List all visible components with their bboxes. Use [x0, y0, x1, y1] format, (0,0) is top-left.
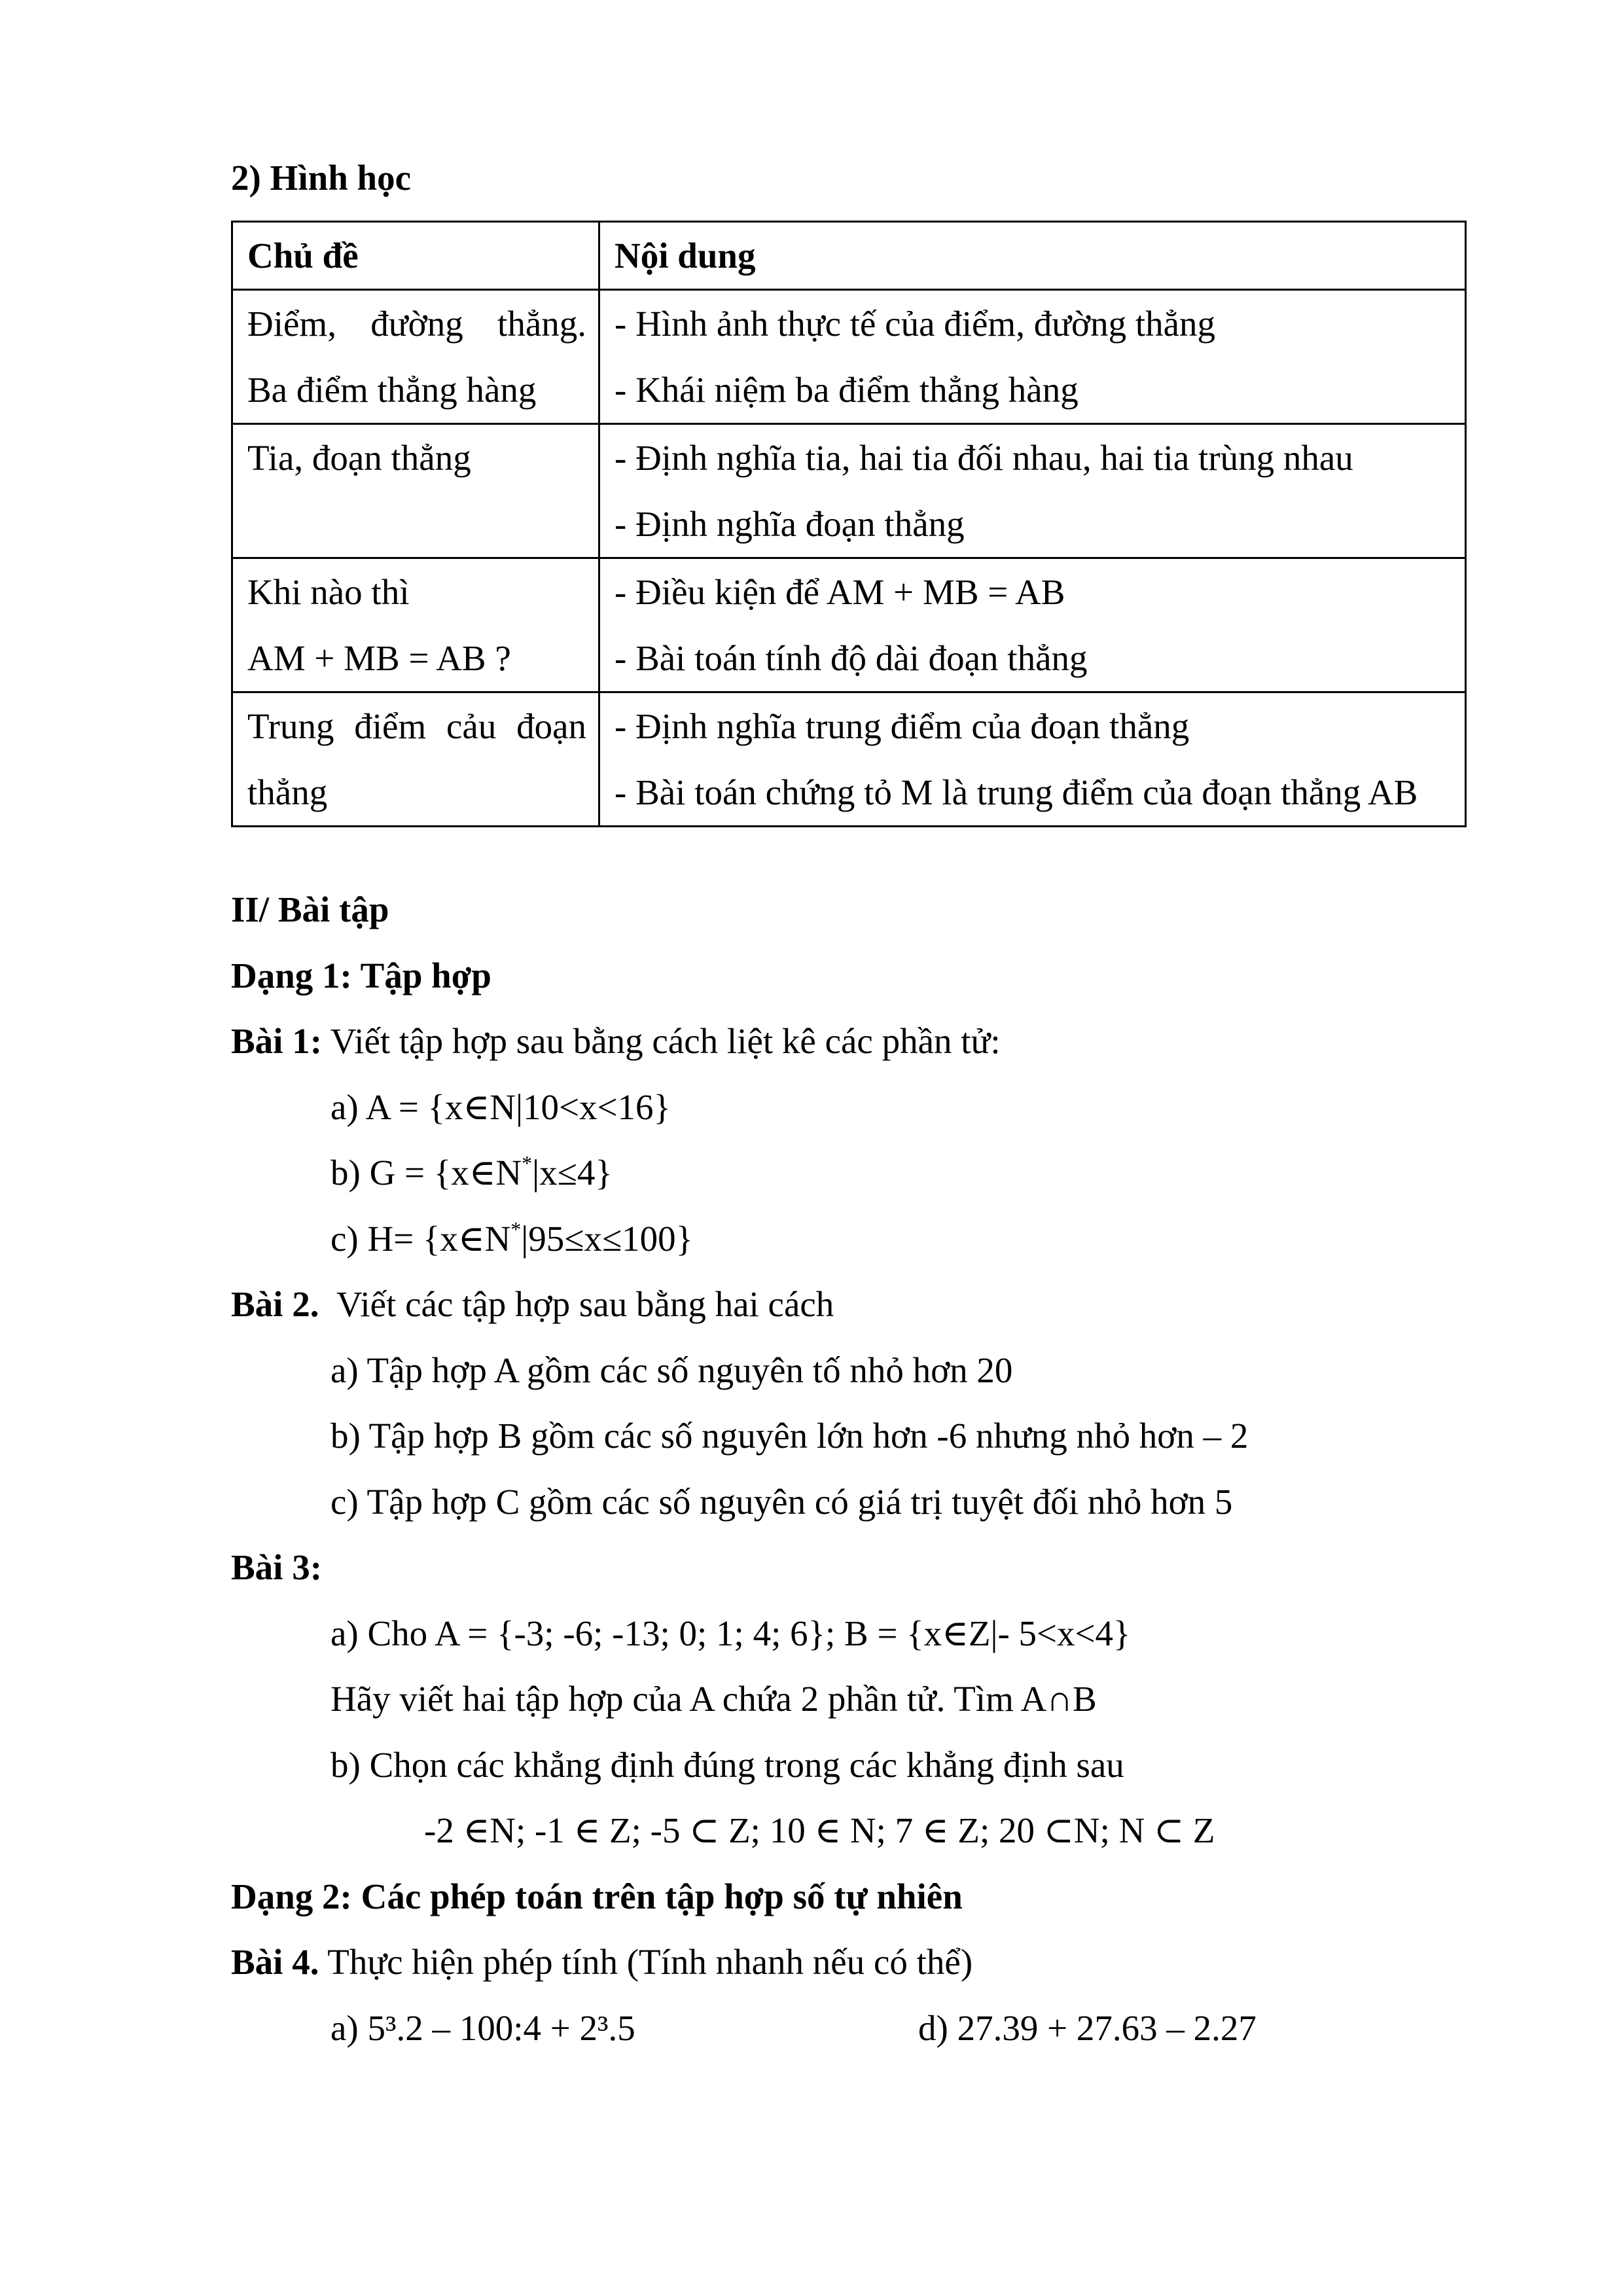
- dang1-title: Dạng 1: Tập hợp: [231, 955, 491, 996]
- bai1-b: [231, 1140, 1474, 1206]
- bai3-a: a) Cho A = {-3; -6; -13; 0; 1; 4; 6}; B = {x∈Z|- 5<x<4}: [330, 1613, 1131, 1653]
- content-line: - Định nghĩa đoạn thẳng: [615, 504, 965, 544]
- topic-line: Tia, đoạn thẳng: [247, 438, 471, 478]
- topic-line: AM + MB = AB ?: [247, 638, 511, 678]
- bai1-label: Bài 1:: [231, 1021, 323, 1061]
- content-cell: [599, 692, 1466, 827]
- bai3-b: b) Chọn các khẳng định đúng trong các khẳng định sau: [330, 1744, 1124, 1785]
- bai1-a: a) A = {x∈N|10<x<16}: [330, 1086, 671, 1127]
- expr: |x≤4}: [532, 1153, 613, 1193]
- bai4-row: [231, 1996, 1474, 2062]
- table-row: [232, 290, 1466, 424]
- content-line: - Định nghĩa tia, hai tia đối nhau, hai tia trùng nhau: [615, 438, 1353, 478]
- topic-line: Khi nào thì: [247, 572, 410, 612]
- header-content: Nội dung: [599, 222, 1466, 290]
- bai2-a: a) Tập hợp A gồm các số nguyên tố nhỏ hơn 20: [330, 1350, 1013, 1390]
- bai4: [231, 1929, 1474, 1996]
- content-line: - Định nghĩa trung điểm của đoạn thẳng: [615, 706, 1190, 746]
- section-title: II/ Bài tập: [231, 889, 389, 929]
- bai1-c: [231, 1206, 1474, 1272]
- topic-cell: [232, 290, 599, 424]
- topic-line: Ba điểm thẳng hàng: [247, 370, 537, 410]
- bai2-label: Bài 2.: [231, 1284, 319, 1324]
- table-row: [232, 692, 1466, 827]
- bai2-text: Viết các tập hợp sau bằng hai cách: [319, 1284, 834, 1324]
- expr: b) G = {x∈N: [330, 1153, 522, 1193]
- section-heading-geometry: 2) Hình học: [231, 158, 412, 198]
- content-line: - Bài toán tính độ dài đoạn thẳng: [615, 638, 1088, 678]
- content-cell: [599, 424, 1466, 558]
- topic-cell: [232, 424, 599, 558]
- bai1: [231, 1009, 1474, 1075]
- bai4-text: Thực hiện phép tính (Tính nhanh nếu có thể): [319, 1942, 973, 1982]
- bai1-text: Viết tập hợp sau bằng cách liệt kê các phần tử:: [322, 1021, 1001, 1061]
- content-cell: [599, 290, 1466, 424]
- topic-line: Điểm, đường thẳng.: [247, 304, 586, 344]
- topic-cell: [232, 558, 599, 692]
- geometry-topics-table: [231, 221, 1467, 827]
- content-line: - Hình ảnh thực tế của điểm, đường thẳng: [615, 304, 1216, 344]
- exercises-section: [231, 877, 1474, 2061]
- dang2-title: Dạng 2: Các phép toán trên tập hợp số tự nhiên: [231, 1876, 963, 1916]
- bai3-a2: Hãy viết hai tập hợp của A chứa 2 phần tử. Tìm A∩B: [330, 1679, 1097, 1719]
- bai2: [231, 1272, 1474, 1338]
- content-cell: [599, 558, 1466, 692]
- expr: |95≤x≤100}: [521, 1218, 694, 1259]
- expr: c) H= {x∈N: [330, 1218, 511, 1259]
- bai3-b-list: -2 ∈N; -1 ∈ Z; -5 ⊂ Z; 10 ∈ N; 7 ∈ Z; 20 ⊂N; N ⊂ Z: [424, 1810, 1215, 1850]
- superscript: *: [522, 1151, 533, 1175]
- topic-line: Trung điểm cảu đoạn: [247, 706, 586, 746]
- table-row: [232, 424, 1466, 558]
- content-line: - Điều kiện để AM + MB = AB: [615, 572, 1065, 612]
- bai4-a: a) 5³.2 – 100:4 + 2³.5: [330, 2007, 635, 2048]
- header-topic: Chủ đề: [232, 222, 599, 290]
- bai2-c: c) Tập hợp C gồm các số nguyên có giá trị tuyệt đối nhỏ hơn 5: [330, 1481, 1233, 1522]
- bai2-b: b) Tập hợp B gồm các số nguyên lớn hơn -6 nhưng nhỏ hơn – 2: [330, 1416, 1249, 1456]
- table-row: [232, 558, 1466, 692]
- table-header-row: [232, 222, 1466, 290]
- topic-line: thẳng: [247, 772, 328, 812]
- bai3-label: Bài 3:: [231, 1547, 323, 1587]
- topic-cell: [232, 692, 599, 827]
- content-line: - Bài toán chứng tỏ M là trung điểm của đoạn thẳng AB: [615, 772, 1418, 812]
- bai4-d: d) 27.39 + 27.63 – 2.27: [918, 2007, 1257, 2048]
- superscript: *: [510, 1217, 522, 1241]
- content-line: - Khái niệm ba điểm thẳng hàng: [615, 370, 1079, 410]
- bai4-label: Bài 4.: [231, 1942, 319, 1982]
